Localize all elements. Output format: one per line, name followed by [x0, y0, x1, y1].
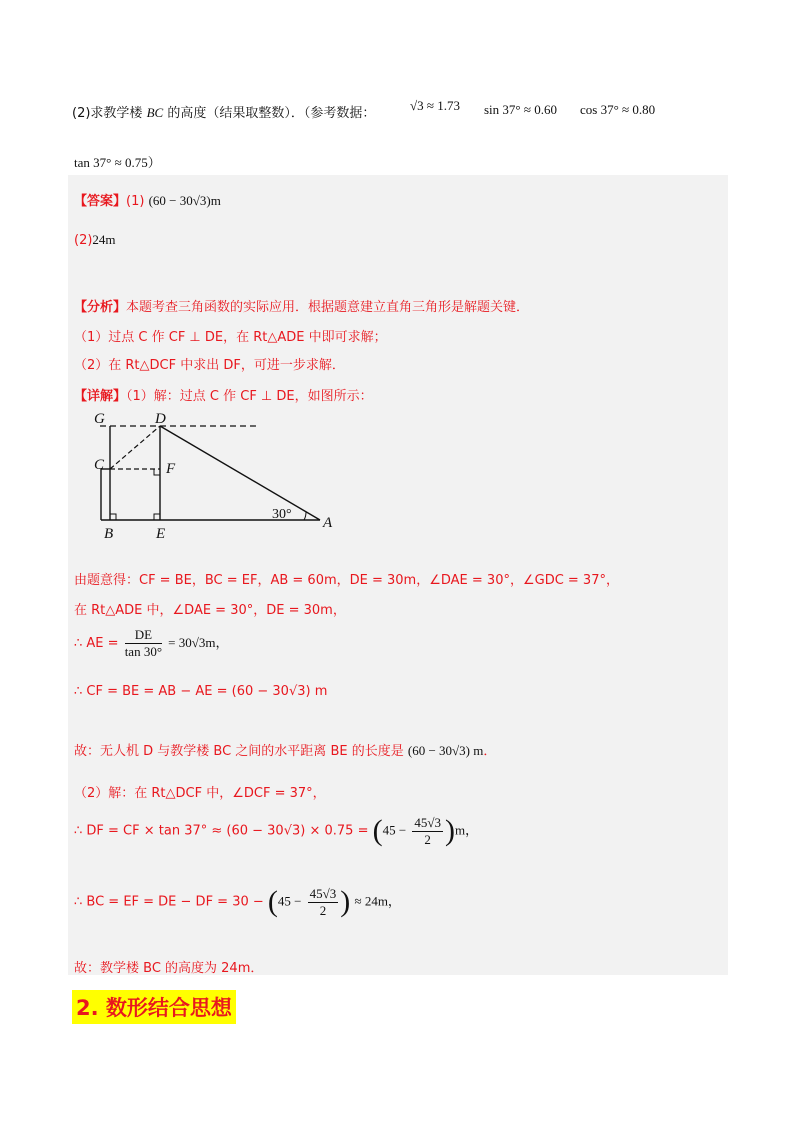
bc-numerator: 45√3: [309, 885, 337, 901]
bc-denominator: 2: [319, 902, 327, 918]
ae-equation: [74, 627, 229, 660]
answer-part2-prefix: (2): [74, 233, 93, 248]
conclusion-1-end: ．: [483, 744, 497, 759]
question-bc: BC: [146, 105, 164, 120]
answer-part1-value: (60 − 30√3)m: [148, 193, 221, 208]
ae-rhs: = 30√3m，: [168, 635, 229, 650]
bc-45: 45 −: [277, 893, 302, 909]
conclusion-1: [74, 740, 496, 759]
label-g: G: [94, 411, 105, 427]
df-paren-close: ): [444, 814, 455, 847]
answer-line-2: [74, 232, 116, 248]
bc-fraction: [308, 886, 339, 919]
part2-line: （2）解：在 Rt△DCF 中，∠DCF = 37°，: [74, 786, 326, 801]
answer-part1-prefix: (1): [126, 194, 145, 209]
label-c: C: [94, 457, 105, 473]
df-lhs: ∴ DF = CF × tan 37° ≈ (60 − 30√3) × 0.75 =: [74, 823, 369, 839]
answer-line-1: [74, 190, 221, 209]
ae-denominator: tan 30°: [124, 644, 163, 659]
reference-tan37: tan 37° ≈ 0.75）: [74, 155, 161, 170]
df-45: 45 −: [382, 822, 407, 838]
ae-fraction: [125, 627, 162, 660]
dashed-line-cd: [110, 426, 160, 469]
conclusion-1-value: (60 − 30√3) m: [407, 743, 484, 758]
label-a: A: [323, 515, 333, 531]
analysis-text: 本题考查三角函数的实际应用．根据题意建立直角三角形是解题关键．: [126, 300, 530, 315]
ae-lhs: ∴ AE =: [74, 636, 119, 651]
bc-paren-open: (: [267, 885, 278, 918]
label-angle-30: 30°: [272, 507, 292, 522]
analysis-step-2: （2）在 Rt△DCF 中求出 DF，可进一步求解．: [74, 358, 345, 373]
detail-intro-text: （1）解：过点 C 作 CF ⊥ DE，如图所示：: [126, 389, 373, 404]
conclusion-1-prefix: 故：无人机 D 与教学楼 BC 之间的水平距离 BE 的长度是: [74, 744, 404, 759]
right-angle-f: [154, 469, 160, 475]
question-line-1: [72, 102, 375, 121]
question-prefix: (2)求教学楼: [72, 106, 143, 121]
detail-intro: [74, 385, 373, 404]
conclusion-2: 故：教学楼 BC 的高度为 24m．: [74, 961, 264, 976]
df-denominator: 2: [424, 831, 431, 847]
angle-arc-a: [304, 512, 306, 520]
df-numerator: 45√3: [414, 814, 441, 830]
given-line: 由题意得：CF = BE，BC = EF，AB = 60m，DE = 30m，∠DAE = 30°，∠GDC = 37°，: [74, 573, 619, 588]
bc-equation: [74, 885, 401, 919]
answer-label: 【答案】: [74, 194, 127, 209]
reference-sqrt3: √3 ≈ 1.73: [410, 98, 461, 113]
reference-cos37: cos 37° ≈ 0.80: [580, 102, 656, 117]
bc-rhs: ≈ 24m，: [354, 893, 401, 909]
line-da: [160, 426, 320, 520]
df-paren-open: (: [372, 814, 383, 847]
geometry-figure: [80, 405, 350, 550]
question-mid: 的高度（结果取整数）．（参考数据：: [167, 106, 376, 121]
right-angle-b: [110, 514, 116, 520]
ae-numerator: DE: [125, 627, 162, 644]
detail-label: 【详解】: [74, 389, 127, 404]
df-fraction: [412, 815, 443, 848]
analysis-label: 【分析】: [74, 300, 127, 315]
df-unit: m，: [454, 822, 479, 838]
in-rt-ade-line: 在 Rt△ADE 中，∠DAE = 30°，DE = 30m，: [74, 603, 346, 618]
label-d: D: [155, 411, 166, 427]
analysis-line: [74, 296, 529, 315]
bc-paren-close: ): [340, 885, 351, 918]
label-e: E: [156, 526, 166, 542]
df-equation: [74, 814, 478, 848]
right-angle-e: [154, 514, 160, 520]
cf-equation: ∴ CF = BE = AB − AE = (60 − 30√3) m: [74, 684, 328, 699]
label-f: F: [166, 461, 176, 477]
reference-sin37: sin 37° ≈ 0.60: [484, 102, 558, 117]
bc-lhs: ∴ BC = EF = DE − DF = 30 −: [74, 894, 264, 910]
section-heading: 2. 数形结合思想: [72, 990, 236, 1024]
answer-part2-value: 24m: [92, 232, 116, 247]
label-b: B: [104, 526, 114, 542]
analysis-step-1: （1）过点 C 作 CF ⊥ DE，在 Rt△ADE 中即可求解；: [74, 330, 387, 345]
